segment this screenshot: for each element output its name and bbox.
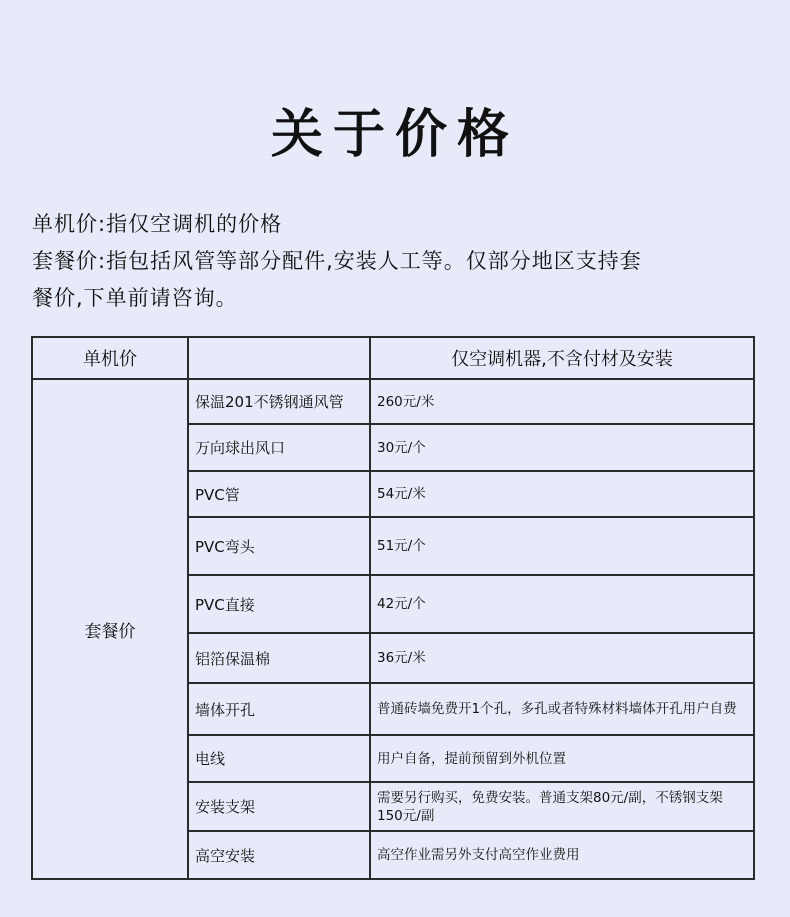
intro-line-3: 餐价,下单前请咨询。: [32, 286, 238, 310]
table-row: [32, 379, 754, 424]
item-cell: 保温201不锈钢通风管: [188, 379, 370, 424]
header-label: 单机价: [32, 337, 188, 379]
price-cell: 51元/个: [370, 517, 754, 575]
price-cell: 36元/米: [370, 633, 754, 683]
item-cell: PVC管: [188, 471, 370, 517]
price-table: [31, 336, 755, 880]
item-cell: 电线: [188, 735, 370, 782]
table-header-row: [32, 337, 754, 379]
intro-line-1: 单机价:指仅空调机的价格: [32, 212, 283, 236]
header-desc: 仅空调机器,不含付材及安装: [370, 337, 754, 379]
price-cell: 普通砖墙免费开1个孔，多孔或者特殊材料墙体开孔用户自费: [370, 683, 754, 735]
item-cell: 安装支架: [188, 782, 370, 831]
item-cell: PVC弯头: [188, 517, 370, 575]
price-cell: 42元/个: [370, 575, 754, 633]
intro-text: [32, 206, 762, 317]
price-cell: 需要另行购买，免费安装。普通支架80元/副，不锈钢支架150元/副: [370, 782, 754, 831]
intro-line-2: 套餐价:指包括风管等部分配件,安装人工等。仅部分地区支持套: [32, 249, 642, 273]
item-cell: 铝箔保温棉: [188, 633, 370, 683]
price-cell: 高空作业需另外支付高空作业费用: [370, 831, 754, 879]
package-label: 套餐价: [32, 379, 188, 879]
item-cell: 高空安装: [188, 831, 370, 879]
price-cell: 30元/个: [370, 424, 754, 471]
page-title: 关于价格: [270, 105, 519, 165]
header-middle: [188, 337, 370, 379]
price-cell: 260元/米: [370, 379, 754, 424]
price-cell: 用户自备，提前预留到外机位置: [370, 735, 754, 782]
item-cell: PVC直接: [188, 575, 370, 633]
item-cell: 万向球出风口: [188, 424, 370, 471]
price-cell: 54元/米: [370, 471, 754, 517]
item-cell: 墙体开孔: [188, 683, 370, 735]
